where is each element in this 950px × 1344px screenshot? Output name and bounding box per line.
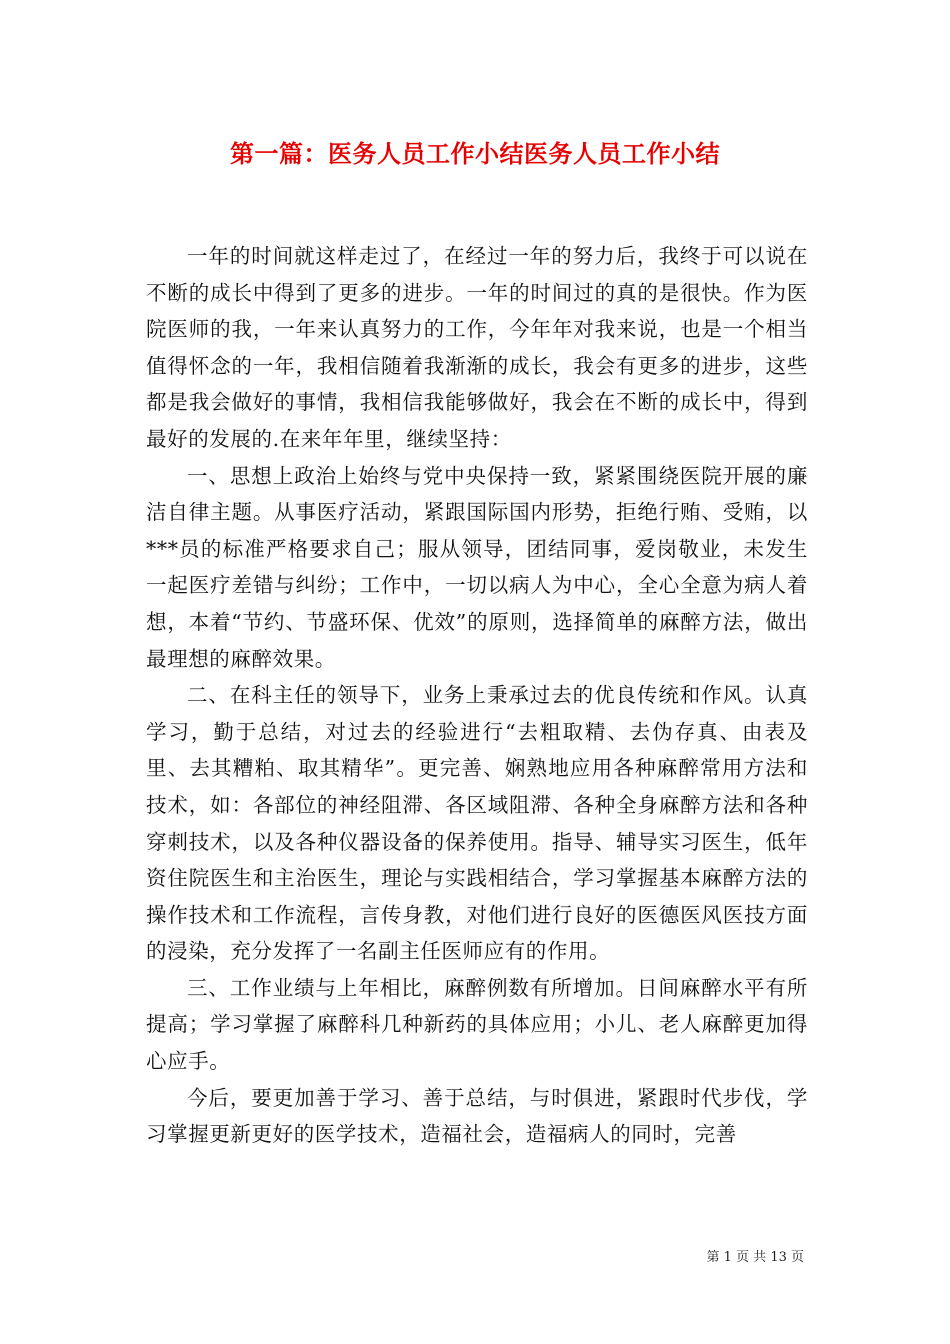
paragraph-point-3: 三、工作业绩与上年相比，麻醉例数有所增加。日间麻醉水平有所提高；学习掌握了麻醉科几种新药的具体应用；小儿、老人麻醉更加得心应手。	[146, 975, 808, 1074]
document-title: 第一篇：医务人员工作小结医务人员工作小结	[230, 139, 720, 168]
page-number-footer: 第 1 页 共 13 页	[706, 1250, 804, 1265]
paragraph-intro: 一年的时间就这样走过了，在经过一年的努力后，我终于可以说在不断的成长中得到了更多的进步。一年的时间过的真的是很快。作为医院医师的我，一年来认真努力的工作，今年年对我来说，也是一个相当值得怀念的一年，我相信随着我渐渐的成长，我会有更多的进步，这些都是我会做好的事情，我相信我能够做好，我会在不断的成长中，得到最好的发展的.在来年年里，继续坚持：	[146, 244, 808, 451]
document-body	[146, 238, 808, 1153]
paragraph-point-2: 二、在科主任的领导下，业务上秉承过去的优良传统和作风。认真学习，勤于总结，对过去的经验进行“去粗取精、去伪存真、由表及里、去其糟粕、取其精华”。更完善、娴熟地应用各种麻醉常用方法和技术，如：各部位的神经阻滞、各区域阻滞、各种全身麻醉方法和各种穿刺技术，以及各种仪器设备的保养使用。指导、辅导实习医生，低年资住院医生和主治医生，理论与实践相结合，学习掌握基本麻醉方法的操作技术和工作流程，言传身教，对他们进行良好的医德医风医技方面的浸染，充分发挥了一名副主任医师应有的作用。	[146, 683, 808, 964]
paragraph-future: 今后，要更加善于学习、善于总结，与时俱进，紧跟时代步伐，学习掌握更新更好的医学技术，造福社会，造福病人的同时，完善	[146, 1085, 808, 1147]
paragraph-point-1: 一、思想上政治上始终与党中央保持一致，紧紧围绕医院开展的廉洁自律主题。从事医疗活动，紧跟国际国内形势，拒绝行贿、受贿，以***员的标准严格要求自己；服从领导，团结同事，爱岗敬业，未发生一起医疗差错与纠纷；工作中，一切以病人为中心，全心全意为病人着想，本着“节约、节盛环保、优效”的原则，选择简单的麻醉方法，做出最理想的麻醉效果。	[146, 463, 808, 671]
